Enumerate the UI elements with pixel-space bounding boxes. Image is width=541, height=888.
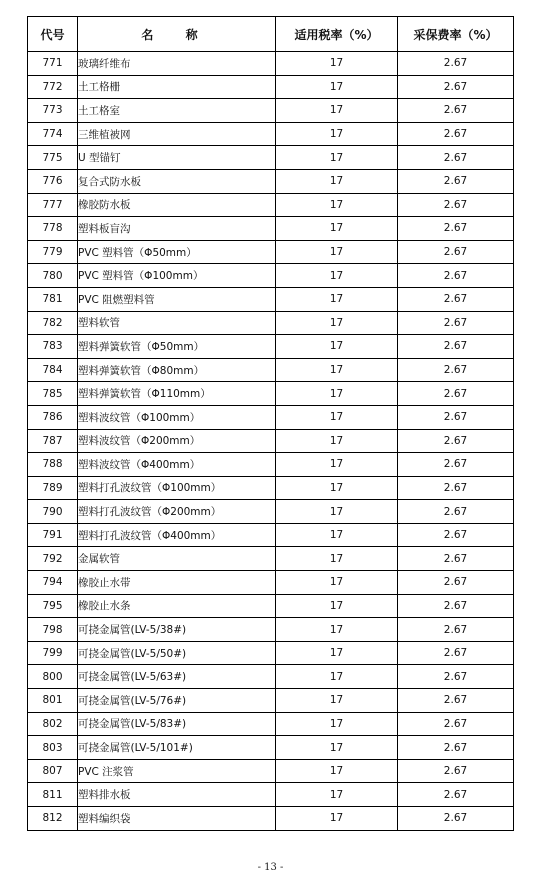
- cell-fee-rate: 2.67: [398, 335, 514, 359]
- cell-code: 772: [28, 75, 78, 99]
- cell-tax-rate: 17: [276, 547, 398, 571]
- cell-tax-rate: 17: [276, 99, 398, 123]
- table-row: [28, 358, 514, 382]
- table-row: [28, 641, 514, 665]
- cell-name: 复合式防水板: [78, 169, 276, 193]
- cell-tax-rate: 17: [276, 75, 398, 99]
- cell-fee-rate: 2.67: [398, 618, 514, 642]
- cell-tax-rate: 17: [276, 500, 398, 524]
- cell-code: 776: [28, 169, 78, 193]
- cell-code: 803: [28, 736, 78, 760]
- cell-name: 三维植被网: [78, 122, 276, 146]
- cell-name: 土工格栅: [78, 75, 276, 99]
- cell-fee-rate: 2.67: [398, 240, 514, 264]
- cell-tax-rate: 17: [276, 453, 398, 477]
- cell-name: 橡胶防水板: [78, 193, 276, 217]
- cell-code: 780: [28, 264, 78, 288]
- cell-name: 玻璃纤维布: [78, 52, 276, 76]
- cell-name: 土工格室: [78, 99, 276, 123]
- cell-name: 塑料弹簧软管（Φ80mm）: [78, 358, 276, 382]
- cell-name: PVC 塑料管（Φ100mm）: [78, 264, 276, 288]
- cell-fee-rate: 2.67: [398, 807, 514, 831]
- cell-fee-rate: 2.67: [398, 759, 514, 783]
- cell-name: 可挠金属管(LV-5/101#): [78, 736, 276, 760]
- table-row: [28, 264, 514, 288]
- cell-name: 金属软管: [78, 547, 276, 571]
- table-row: [28, 759, 514, 783]
- cell-code: 782: [28, 311, 78, 335]
- header-code: 代号: [28, 17, 78, 52]
- cell-fee-rate: 2.67: [398, 52, 514, 76]
- cell-name: 塑料打孔波纹管（Φ400mm）: [78, 523, 276, 547]
- cell-name: 可挠金属管(LV-5/50#): [78, 641, 276, 665]
- cell-tax-rate: 17: [276, 335, 398, 359]
- table-row: [28, 736, 514, 760]
- cell-tax-rate: 17: [276, 641, 398, 665]
- table-row: [28, 169, 514, 193]
- cell-fee-rate: 2.67: [398, 311, 514, 335]
- rate-table: [27, 16, 514, 831]
- table-header-row: [28, 17, 514, 52]
- cell-code: 795: [28, 594, 78, 618]
- cell-tax-rate: 17: [276, 382, 398, 406]
- cell-code: 794: [28, 571, 78, 595]
- header-tax-rate: 适用税率（%）: [276, 17, 398, 52]
- cell-fee-rate: 2.67: [398, 783, 514, 807]
- table-row: [28, 807, 514, 831]
- cell-tax-rate: 17: [276, 52, 398, 76]
- cell-name: PVC 注浆管: [78, 759, 276, 783]
- cell-fee-rate: 2.67: [398, 264, 514, 288]
- cell-fee-rate: 2.67: [398, 358, 514, 382]
- table-row: [28, 665, 514, 689]
- cell-name: 塑料波纹管（Φ400mm）: [78, 453, 276, 477]
- cell-code: 801: [28, 689, 78, 713]
- cell-code: 799: [28, 641, 78, 665]
- cell-fee-rate: 2.67: [398, 712, 514, 736]
- cell-tax-rate: 17: [276, 358, 398, 382]
- cell-fee-rate: 2.67: [398, 736, 514, 760]
- header-fee-rate: 采保费率（%）: [398, 17, 514, 52]
- cell-fee-rate: 2.67: [398, 75, 514, 99]
- cell-fee-rate: 2.67: [398, 500, 514, 524]
- cell-name: 塑料打孔波纹管（Φ200mm）: [78, 500, 276, 524]
- cell-name: 可挠金属管(LV-5/83#): [78, 712, 276, 736]
- cell-code: 812: [28, 807, 78, 831]
- cell-code: 788: [28, 453, 78, 477]
- cell-fee-rate: 2.67: [398, 217, 514, 241]
- table-row: [28, 618, 514, 642]
- cell-tax-rate: 17: [276, 523, 398, 547]
- cell-fee-rate: 2.67: [398, 689, 514, 713]
- cell-tax-rate: 17: [276, 240, 398, 264]
- cell-tax-rate: 17: [276, 712, 398, 736]
- cell-fee-rate: 2.67: [398, 382, 514, 406]
- cell-tax-rate: 17: [276, 405, 398, 429]
- cell-name: 橡胶止水条: [78, 594, 276, 618]
- cell-name: 可挠金属管(LV-5/38#): [78, 618, 276, 642]
- cell-fee-rate: 2.67: [398, 594, 514, 618]
- table-body: [28, 52, 514, 831]
- cell-code: 786: [28, 405, 78, 429]
- cell-fee-rate: 2.67: [398, 122, 514, 146]
- cell-code: 787: [28, 429, 78, 453]
- cell-code: 811: [28, 783, 78, 807]
- cell-name: U 型锚钉: [78, 146, 276, 170]
- table-row: [28, 500, 514, 524]
- table-row: [28, 594, 514, 618]
- table-row: [28, 217, 514, 241]
- cell-name: 塑料波纹管（Φ200mm）: [78, 429, 276, 453]
- cell-code: 781: [28, 287, 78, 311]
- cell-fee-rate: 2.67: [398, 99, 514, 123]
- cell-name: 塑料打孔波纹管（Φ100mm）: [78, 476, 276, 500]
- rate-table-container: [27, 16, 513, 831]
- cell-fee-rate: 2.67: [398, 193, 514, 217]
- cell-code: 778: [28, 217, 78, 241]
- page-number: - 13 -: [257, 862, 284, 873]
- cell-tax-rate: 17: [276, 476, 398, 500]
- cell-fee-rate: 2.67: [398, 429, 514, 453]
- table-row: [28, 523, 514, 547]
- cell-name: 塑料波纹管（Φ100mm）: [78, 405, 276, 429]
- table-row: [28, 405, 514, 429]
- cell-name: 塑料弹簧软管（Φ110mm）: [78, 382, 276, 406]
- cell-name: 橡胶止水带: [78, 571, 276, 595]
- cell-code: 783: [28, 335, 78, 359]
- cell-fee-rate: 2.67: [398, 641, 514, 665]
- cell-code: 771: [28, 52, 78, 76]
- cell-tax-rate: 17: [276, 217, 398, 241]
- cell-code: 800: [28, 665, 78, 689]
- cell-code: 785: [28, 382, 78, 406]
- table-row: [28, 193, 514, 217]
- cell-tax-rate: 17: [276, 146, 398, 170]
- table-row: [28, 99, 514, 123]
- table-row: [28, 311, 514, 335]
- cell-fee-rate: 2.67: [398, 453, 514, 477]
- table-row: [28, 712, 514, 736]
- table-row: [28, 571, 514, 595]
- table-row: [28, 476, 514, 500]
- cell-code: 792: [28, 547, 78, 571]
- cell-fee-rate: 2.67: [398, 547, 514, 571]
- cell-tax-rate: 17: [276, 122, 398, 146]
- cell-fee-rate: 2.67: [398, 665, 514, 689]
- cell-tax-rate: 17: [276, 689, 398, 713]
- header-name-label: 名 称: [141, 27, 212, 42]
- cell-fee-rate: 2.67: [398, 405, 514, 429]
- cell-code: 777: [28, 193, 78, 217]
- cell-fee-rate: 2.67: [398, 523, 514, 547]
- cell-name: 塑料排水板: [78, 783, 276, 807]
- cell-name: 塑料弹簧软管（Φ50mm）: [78, 335, 276, 359]
- table-row: [28, 287, 514, 311]
- table-row: [28, 783, 514, 807]
- cell-code: 784: [28, 358, 78, 382]
- cell-tax-rate: 17: [276, 429, 398, 453]
- cell-code: 774: [28, 122, 78, 146]
- cell-fee-rate: 2.67: [398, 571, 514, 595]
- cell-code: 798: [28, 618, 78, 642]
- cell-name: 可挠金属管(LV-5/76#): [78, 689, 276, 713]
- header-name: [78, 17, 276, 52]
- cell-tax-rate: 17: [276, 759, 398, 783]
- table-row: [28, 335, 514, 359]
- table-row: [28, 547, 514, 571]
- cell-fee-rate: 2.67: [398, 169, 514, 193]
- cell-tax-rate: 17: [276, 264, 398, 288]
- table-row: [28, 122, 514, 146]
- cell-name: 塑料编织袋: [78, 807, 276, 831]
- cell-code: 802: [28, 712, 78, 736]
- cell-name: PVC 塑料管（Φ50mm）: [78, 240, 276, 264]
- cell-tax-rate: 17: [276, 169, 398, 193]
- cell-name: 塑料软管: [78, 311, 276, 335]
- cell-tax-rate: 17: [276, 311, 398, 335]
- table-row: [28, 75, 514, 99]
- table-row: [28, 689, 514, 713]
- cell-code: 791: [28, 523, 78, 547]
- table-row: [28, 146, 514, 170]
- cell-code: 807: [28, 759, 78, 783]
- cell-name: 塑料板盲沟: [78, 217, 276, 241]
- cell-tax-rate: 17: [276, 571, 398, 595]
- cell-fee-rate: 2.67: [398, 476, 514, 500]
- table-row: [28, 240, 514, 264]
- cell-tax-rate: 17: [276, 807, 398, 831]
- cell-code: 790: [28, 500, 78, 524]
- cell-name: PVC 阻燃塑料管: [78, 287, 276, 311]
- cell-fee-rate: 2.67: [398, 287, 514, 311]
- cell-code: 775: [28, 146, 78, 170]
- cell-tax-rate: 17: [276, 287, 398, 311]
- cell-code: 773: [28, 99, 78, 123]
- cell-tax-rate: 17: [276, 618, 398, 642]
- cell-code: 789: [28, 476, 78, 500]
- table-row: [28, 429, 514, 453]
- cell-tax-rate: 17: [276, 193, 398, 217]
- cell-tax-rate: 17: [276, 665, 398, 689]
- cell-tax-rate: 17: [276, 736, 398, 760]
- cell-name: 可挠金属管(LV-5/63#): [78, 665, 276, 689]
- cell-code: 779: [28, 240, 78, 264]
- table-row: [28, 382, 514, 406]
- cell-fee-rate: 2.67: [398, 146, 514, 170]
- cell-tax-rate: 17: [276, 594, 398, 618]
- table-row: [28, 453, 514, 477]
- table-row: [28, 52, 514, 76]
- cell-tax-rate: 17: [276, 783, 398, 807]
